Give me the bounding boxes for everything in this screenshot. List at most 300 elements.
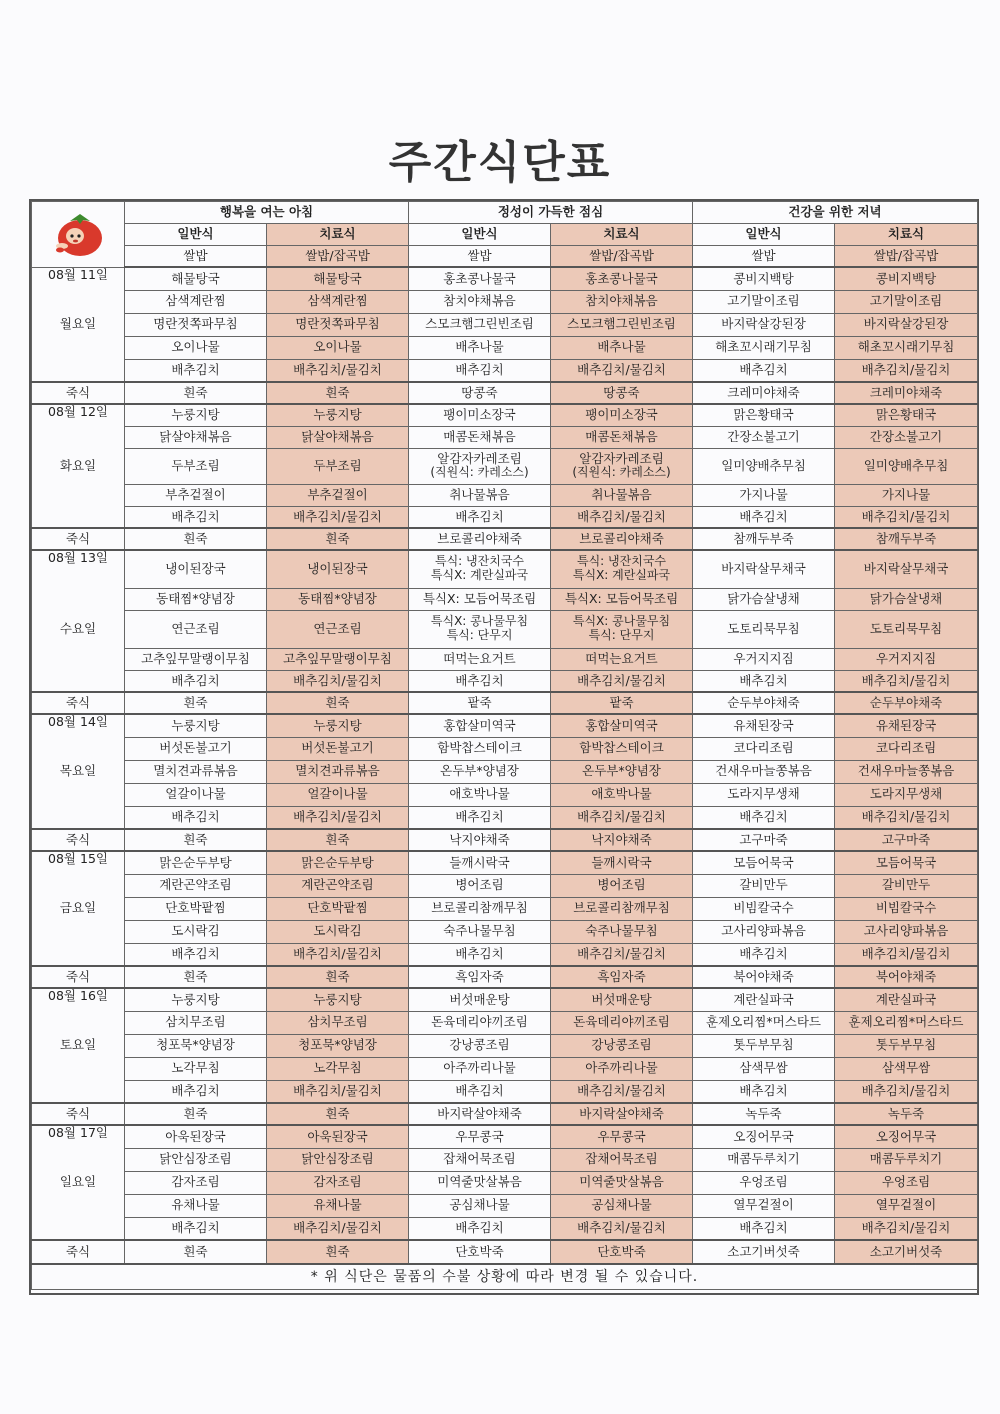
menu-item-cell: 고추잎무말랭이무침 xyxy=(267,648,409,670)
menu-item-cell: 버섯돈불고기 xyxy=(267,737,409,760)
menu-item-cell: 배추김치/물김치 xyxy=(551,943,693,966)
menu-item-cell: 누룽지탕 xyxy=(267,988,409,1011)
menu-item-cell: 버섯매운탕 xyxy=(409,988,551,1011)
menu-item-cell: 맑은황태국 xyxy=(835,404,978,426)
day-label-cell xyxy=(32,1194,125,1217)
menu-item-cell: 닭살야채볶음 xyxy=(125,426,267,448)
menu-item-cell: 동태찜*양념장 xyxy=(125,588,267,610)
menu-item-cell: 도토리묵무침 xyxy=(835,610,978,648)
menu-item-cell: 스모크햄그린빈조림 xyxy=(551,313,693,336)
porridge-cell: 흰죽 xyxy=(267,692,409,714)
menu-item-cell: 브로콜리참깨무침 xyxy=(551,897,693,920)
menu-item-cell: 계란곤약조림 xyxy=(267,874,409,897)
type-general: 일반식 xyxy=(693,224,835,246)
porridge-cell: 흰죽 xyxy=(267,1240,409,1264)
menu-item-cell: 닭안심장조림 xyxy=(125,1148,267,1171)
menu-item-cell: 배추김치 xyxy=(409,670,551,692)
menu-item-cell: 우무콩국 xyxy=(551,1125,693,1148)
menu-item-cell: 배추김치/물김치 xyxy=(835,670,978,692)
porridge-cell: 참깨두부죽 xyxy=(693,528,835,550)
menu-item-cell: 온두부*양념장 xyxy=(409,760,551,783)
day-label-cell xyxy=(32,737,125,760)
porridge-label: 죽식 xyxy=(32,692,125,714)
menu-item-cell: 떠먹는요거트 xyxy=(409,648,551,670)
menu-item-cell: 배추김치/물김치 xyxy=(835,1080,978,1103)
menu-item-cell: 취나물볶음 xyxy=(409,484,551,506)
menu-item-cell: 닭가슴살냉채 xyxy=(835,588,978,610)
menu-item-cell: 배추김치 xyxy=(693,943,835,966)
porridge-cell: 흰죽 xyxy=(267,966,409,988)
menu-item-cell: 일미양배추무침 xyxy=(693,448,835,484)
rice-cell: 쌀밥/잡곡밥 xyxy=(835,246,978,268)
porridge-label: 죽식 xyxy=(32,829,125,851)
menu-item-cell: 함박찹스테이크 xyxy=(409,737,551,760)
menu-item-cell: 삼색계란찜 xyxy=(267,290,409,313)
menu-item-cell: 홍합살미역국 xyxy=(551,714,693,737)
rice-cell: 쌀밥/잡곡밥 xyxy=(551,246,693,268)
menu-item-note: (직원식: 카레소스) xyxy=(430,465,529,480)
menu-item-cell: 유채된장국 xyxy=(835,714,978,737)
menu-item-cell: 배추김치/물김치 xyxy=(267,806,409,829)
day-label-cell xyxy=(32,426,125,448)
menu-item-cell: 갈비만두 xyxy=(693,874,835,897)
menu-item-cell: 고추잎무말랭이무침 xyxy=(125,648,267,670)
menu-item-cell: 병어조림 xyxy=(551,874,693,897)
menu-item-cell: 배추김치/물김치 xyxy=(267,670,409,692)
menu-item-cell: 콩비지백탕 xyxy=(835,267,978,290)
menu-item-line: 특식: 단무지 xyxy=(446,628,513,642)
menu-item-cell: 배추김치 xyxy=(409,506,551,528)
rice-cell: 쌀밥/잡곡밥 xyxy=(267,246,409,268)
menu-item-cell: 배추김치 xyxy=(693,806,835,829)
menu-item-cell: 해물탕국 xyxy=(267,267,409,290)
porridge-cell: 흰죽 xyxy=(267,528,409,550)
menu-item-cell: 배추김치/물김치 xyxy=(267,943,409,966)
menu-item-cell: 들깨시락국 xyxy=(409,851,551,874)
porridge-cell: 흰죽 xyxy=(125,829,267,851)
menu-item-cell: 홍합살미역국 xyxy=(409,714,551,737)
menu-item-cell: 건새우마늘쫑볶음 xyxy=(835,760,978,783)
type-therapy: 치료식 xyxy=(267,224,409,246)
day-weekday: 수요일 xyxy=(32,610,125,648)
menu-item-cell: 청포묵*양념장 xyxy=(125,1034,267,1057)
day-weekday: 토요일 xyxy=(32,1034,125,1057)
menu-item-cell: 참치야채볶음 xyxy=(409,290,551,313)
menu-item-cell: 홍초콩나물국 xyxy=(551,267,693,290)
menu-item-cell: 바지락살무채국 xyxy=(835,550,978,588)
menu-item-cell: 동태찜*양념장 xyxy=(267,588,409,610)
menu-item-cell: 고사리양파볶음 xyxy=(693,920,835,943)
porridge-cell: 북어야채죽 xyxy=(693,966,835,988)
menu-item-cell xyxy=(551,448,693,484)
menu-item-cell: 특식X: 모듬어묵조림 xyxy=(409,588,551,610)
day-date: 08월 14일 xyxy=(32,714,125,737)
menu-item-cell: 오징어무국 xyxy=(835,1125,978,1148)
porridge-cell: 크레미야채죽 xyxy=(835,382,978,404)
menu-item-cell: 누룽지탕 xyxy=(125,404,267,426)
porridge-cell: 바지락살야채죽 xyxy=(551,1103,693,1125)
menu-item-cell: 배추김치 xyxy=(125,359,267,382)
porridge-cell: 단호박죽 xyxy=(551,1240,693,1264)
menu-item-cell: 톳두부무침 xyxy=(835,1034,978,1057)
menu-item-cell: 단호박팥찜 xyxy=(125,897,267,920)
menu-item-cell: 배추김치 xyxy=(409,806,551,829)
menu-item-cell: 숙주나물무침 xyxy=(409,920,551,943)
menu-item-cell: 모듬어묵국 xyxy=(693,851,835,874)
menu-item-cell: 도시락김 xyxy=(267,920,409,943)
menu-item-cell: 도라지무생채 xyxy=(835,783,978,806)
menu-item-cell: 연근조림 xyxy=(267,610,409,648)
menu-item-cell: 해물탕국 xyxy=(125,267,267,290)
menu-item-cell: 참치야채볶음 xyxy=(551,290,693,313)
porridge-label: 죽식 xyxy=(32,966,125,988)
menu-item-cell: 배추김치/물김치 xyxy=(835,1217,978,1240)
menu-item-cell: 배추김치/물김치 xyxy=(835,359,978,382)
menu-item-cell: 연근조림 xyxy=(125,610,267,648)
day-label-cell xyxy=(32,484,125,506)
menu-item-cell: 두부조림 xyxy=(267,448,409,484)
day-label-cell xyxy=(32,1080,125,1103)
day-label-cell xyxy=(32,359,125,382)
type-general: 일반식 xyxy=(409,224,551,246)
porridge-cell: 녹두죽 xyxy=(835,1103,978,1125)
menu-item-cell: 닭안심장조림 xyxy=(267,1148,409,1171)
menu-item-cell: 취나물볶음 xyxy=(551,484,693,506)
menu-item-cell: 유채나물 xyxy=(125,1194,267,1217)
menu-item-cell: 배추김치/물김치 xyxy=(267,359,409,382)
menu-item-cell: 가지나물 xyxy=(835,484,978,506)
menu-item-cell: 비빔칼국수 xyxy=(835,897,978,920)
menu-item-cell: 병어조림 xyxy=(409,874,551,897)
porridge-cell: 소고기버섯죽 xyxy=(835,1240,978,1264)
menu-item-cell: 배추김치 xyxy=(125,943,267,966)
menu-item-cell: 배추김치 xyxy=(125,506,267,528)
menu-item-cell: 일미양배추무침 xyxy=(835,448,978,484)
porridge-cell: 흰죽 xyxy=(125,1103,267,1125)
menu-item-cell: 삼색무쌈 xyxy=(693,1057,835,1080)
menu-item-cell: 가지나물 xyxy=(693,484,835,506)
menu-item-line: 알감자카레조림 xyxy=(437,450,522,466)
menu-item-cell: 함박찹스테이크 xyxy=(551,737,693,760)
menu-item-cell: 강낭콩조림 xyxy=(409,1034,551,1057)
menu-item-cell: 배추김치 xyxy=(693,1080,835,1103)
menu-item-cell: 잡채어묵조림 xyxy=(409,1148,551,1171)
day-date: 08월 17일 xyxy=(32,1125,125,1148)
menu-item-cell: 계란실파국 xyxy=(693,988,835,1011)
day-label-cell xyxy=(32,670,125,692)
type-therapy: 치료식 xyxy=(835,224,978,246)
menu-item-cell: 삼색계란찜 xyxy=(125,290,267,313)
day-label-cell xyxy=(32,1217,125,1240)
menu-item-cell: 훈제오리찜*머스타드 xyxy=(693,1011,835,1034)
menu-item-cell: 누룽지탕 xyxy=(267,714,409,737)
porridge-cell: 순두부야채죽 xyxy=(693,692,835,714)
menu-item-cell: 애호박나물 xyxy=(551,783,693,806)
menu-item-cell: 배추김치 xyxy=(409,1217,551,1240)
menu-item-cell: 배추김치 xyxy=(409,359,551,382)
menu-item-cell: 우엉조림 xyxy=(835,1171,978,1194)
menu-item-cell: 배추김치/물김치 xyxy=(551,670,693,692)
menu-item-cell: 팽이미소장국 xyxy=(409,404,551,426)
menu-item-cell: 버섯매운탕 xyxy=(551,988,693,1011)
menu-item-line: 특식X: 계란실파국 xyxy=(572,568,671,583)
menu-item-cell: 코다리조림 xyxy=(835,737,978,760)
menu-item-cell: 배추김치/물김치 xyxy=(267,506,409,528)
menu-item-cell: 건새우마늘쫑볶음 xyxy=(693,760,835,783)
menu-item-cell: 부추겉절이 xyxy=(267,484,409,506)
menu-item-cell: 계란곤약조림 xyxy=(125,874,267,897)
day-label-cell xyxy=(32,336,125,359)
menu-item-cell: 두부조림 xyxy=(125,448,267,484)
menu-item-cell xyxy=(551,550,693,588)
menu-item-cell: 배추김치/물김치 xyxy=(267,1217,409,1240)
day-weekday: 일요일 xyxy=(32,1171,125,1194)
menu-item-cell: 삼치무조림 xyxy=(267,1011,409,1034)
porridge-cell: 고구마죽 xyxy=(693,829,835,851)
menu-item-cell: 들깨시락국 xyxy=(551,851,693,874)
menu-item-cell: 유채나물 xyxy=(267,1194,409,1217)
menu-item-cell: 배추김치/물김치 xyxy=(835,943,978,966)
menu-item-cell: 바지락살무채국 xyxy=(693,550,835,588)
porridge-cell: 흰죽 xyxy=(125,692,267,714)
menu-item-cell: 감자조림 xyxy=(267,1171,409,1194)
menu-item-cell: 우무콩국 xyxy=(409,1125,551,1148)
menu-item-cell: 간장소불고기 xyxy=(693,426,835,448)
porridge-cell: 흰죽 xyxy=(125,1240,267,1264)
type-therapy: 치료식 xyxy=(551,224,693,246)
menu-item-cell: 삼색무쌈 xyxy=(835,1057,978,1080)
menu-item-cell: 우거지지짐 xyxy=(835,648,978,670)
menu-item-note: (직원식: 카레소스) xyxy=(572,465,671,480)
day-label-cell xyxy=(32,920,125,943)
menu-item-cell: 열무겉절이 xyxy=(835,1194,978,1217)
menu-item-cell: 계란실파국 xyxy=(835,988,978,1011)
menu-item-cell: 모듬어묵국 xyxy=(835,851,978,874)
menu-item-cell xyxy=(409,610,551,648)
menu-item-cell: 배추김치 xyxy=(125,1080,267,1103)
menu-item-cell: 감자조림 xyxy=(125,1171,267,1194)
menu-item-cell: 배추김치/물김치 xyxy=(835,806,978,829)
menu-item-cell: 브로콜리참깨무침 xyxy=(409,897,551,920)
porridge-cell: 흰죽 xyxy=(267,829,409,851)
menu-item-cell: 배추김치 xyxy=(409,943,551,966)
menu-item-cell: 배추김치 xyxy=(693,670,835,692)
menu-item-line: 특식: 단무지 xyxy=(588,628,655,642)
menu-item-cell xyxy=(409,448,551,484)
menu-item-line: 특식: 냉잔치국수 xyxy=(435,554,525,569)
menu-item-cell: 돈육데리야끼조림 xyxy=(551,1011,693,1034)
porridge-cell: 북어야채죽 xyxy=(835,966,978,988)
menu-item-cell: 떠먹는요거트 xyxy=(551,648,693,670)
menu-item-cell: 누룽지탕 xyxy=(125,988,267,1011)
menu-item-cell: 해초꼬시래기무침 xyxy=(693,336,835,359)
menu-item-cell: 아주까리나물 xyxy=(409,1057,551,1080)
menu-item-cell: 미역줄맛살볶음 xyxy=(409,1171,551,1194)
menu-item-cell: 냉이된장국 xyxy=(267,550,409,588)
menu-item-cell: 멸치견과류볶음 xyxy=(125,760,267,783)
menu-item-cell: 냉이된장국 xyxy=(125,550,267,588)
menu-item-cell: 매콤두루치기 xyxy=(693,1148,835,1171)
menu-item-cell: 부추겉절이 xyxy=(125,484,267,506)
menu-item-cell: 특식X: 모듬어묵조림 xyxy=(551,588,693,610)
menu-item-cell: 코다리조림 xyxy=(693,737,835,760)
menu-item-cell: 숙주나물무침 xyxy=(551,920,693,943)
menu-item-cell: 배추김치 xyxy=(125,670,267,692)
menu-item-cell: 맑은순두부탕 xyxy=(267,851,409,874)
menu-item-cell xyxy=(409,550,551,588)
porridge-label: 죽식 xyxy=(32,1240,125,1264)
menu-item-cell: 갈비만두 xyxy=(835,874,978,897)
rice-cell: 쌀밥 xyxy=(125,246,267,268)
menu-item-cell: 아주까리나물 xyxy=(551,1057,693,1080)
menu-item-cell: 배추김치 xyxy=(693,1217,835,1240)
porridge-cell: 단호박죽 xyxy=(409,1240,551,1264)
porridge-cell: 낙지야채죽 xyxy=(551,829,693,851)
menu-item-cell: 배추김치/물김치 xyxy=(551,1080,693,1103)
menu-item-cell: 오이나물 xyxy=(125,336,267,359)
porridge-cell: 흑임자죽 xyxy=(409,966,551,988)
menu-item-cell: 훈제오리찜*머스타드 xyxy=(835,1011,978,1034)
day-label-cell xyxy=(32,1057,125,1080)
menu-item-cell: 공심채나물 xyxy=(409,1194,551,1217)
menu-item-cell: 톳두부무침 xyxy=(693,1034,835,1057)
porridge-cell: 낙지야채죽 xyxy=(409,829,551,851)
menu-item-cell: 노각무침 xyxy=(125,1057,267,1080)
menu-item-cell: 멸치견과류볶음 xyxy=(267,760,409,783)
menu-item-cell: 아욱된장국 xyxy=(267,1125,409,1148)
menu-item-cell: 배추김치/물김치 xyxy=(551,506,693,528)
menu-item-cell: 명란젓쪽파무침 xyxy=(267,313,409,336)
day-label-cell xyxy=(32,588,125,610)
rice-cell: 쌀밥 xyxy=(693,246,835,268)
porridge-cell: 브로콜리야채죽 xyxy=(409,528,551,550)
menu-item-cell: 고기말이조림 xyxy=(693,290,835,313)
menu-item-cell: 콩비지백탕 xyxy=(693,267,835,290)
menu-item-cell: 배추김치 xyxy=(693,359,835,382)
menu-item-cell: 고사리양파볶음 xyxy=(835,920,978,943)
day-label-cell xyxy=(32,783,125,806)
menu-item-cell: 애호박나물 xyxy=(409,783,551,806)
menu-item-cell: 배추김치 xyxy=(125,806,267,829)
menu-item-cell: 매콤돈채볶음 xyxy=(409,426,551,448)
menu-item-cell: 배추나물 xyxy=(409,336,551,359)
menu-item-cell: 닭가슴살냉채 xyxy=(693,588,835,610)
rice-cell: 쌀밥 xyxy=(409,246,551,268)
menu-item-cell: 명란젓쪽파무침 xyxy=(125,313,267,336)
porridge-cell: 흰죽 xyxy=(125,966,267,988)
menu-item-cell: 배추나물 xyxy=(551,336,693,359)
menu-item-cell: 노각무침 xyxy=(267,1057,409,1080)
menu-item-cell: 해초꼬시래기무침 xyxy=(835,336,978,359)
menu-item-cell: 배추김치 xyxy=(693,506,835,528)
menu-item-cell: 배추김치/물김치 xyxy=(551,806,693,829)
menu-item-cell: 온두부*양념장 xyxy=(551,760,693,783)
menu-item-cell: 아욱된장국 xyxy=(125,1125,267,1148)
day-label-cell xyxy=(32,874,125,897)
menu-item-cell: 팽이미소장국 xyxy=(551,404,693,426)
menu-item-cell: 배추김치/물김치 xyxy=(551,359,693,382)
porridge-cell: 흰죽 xyxy=(267,1103,409,1125)
menu-item-cell: 맑은순두부탕 xyxy=(125,851,267,874)
menu-item-cell: 오징어무국 xyxy=(693,1125,835,1148)
porridge-cell: 크레미야채죽 xyxy=(693,382,835,404)
menu-item-cell: 간장소불고기 xyxy=(835,426,978,448)
menu-item-cell: 스모크햄그린빈조림 xyxy=(409,313,551,336)
menu-item-cell: 고기말이조림 xyxy=(835,290,978,313)
menu-item-cell: 배추김치 xyxy=(409,1080,551,1103)
menu-item-cell: 삼치무조림 xyxy=(125,1011,267,1034)
menu-item-cell: 배추김치/물김치 xyxy=(551,1217,693,1240)
menu-item-cell: 바지락살강된장 xyxy=(835,313,978,336)
porridge-cell: 고구마죽 xyxy=(835,829,978,851)
porridge-cell: 참깨두부죽 xyxy=(835,528,978,550)
menu-item-line: 특식X: 콩나물무침 xyxy=(430,614,529,629)
menu-item-cell: 비빔칼국수 xyxy=(693,897,835,920)
day-date: 08월 11일 xyxy=(32,267,125,290)
menu-item-cell: 누룽지탕 xyxy=(125,714,267,737)
day-weekday: 화요일 xyxy=(32,448,125,484)
menu-item-cell: 미역줄맛살볶음 xyxy=(551,1171,693,1194)
porridge-cell: 흰죽 xyxy=(125,528,267,550)
menu-item-cell: 단호박팥찜 xyxy=(267,897,409,920)
menu-item-line: 특식X: 계란실파국 xyxy=(430,568,529,583)
menu-item-cell: 도토리묵무침 xyxy=(693,610,835,648)
day-weekday: 금요일 xyxy=(32,897,125,920)
porridge-cell: 순두부야채죽 xyxy=(835,692,978,714)
footer-note: * 위 식단은 물품의 수불 상황에 따라 변경 될 수 있습니다. xyxy=(32,1264,978,1290)
section-dinner: 건강을 위한 저녁 xyxy=(693,202,978,224)
menu-item-cell: 배추김치/물김치 xyxy=(267,1080,409,1103)
porridge-cell: 팥죽 xyxy=(551,692,693,714)
porridge-label: 죽식 xyxy=(32,382,125,404)
menu-item-cell: 매콤두루치기 xyxy=(835,1148,978,1171)
menu-item-cell: 얼갈이나물 xyxy=(125,783,267,806)
page-title: 주간식단표 xyxy=(388,137,612,188)
porridge-cell: 브로콜리야채죽 xyxy=(551,528,693,550)
day-label-cell xyxy=(32,506,125,528)
day-label-cell xyxy=(32,648,125,670)
menu-item-cell: 얼갈이나물 xyxy=(267,783,409,806)
day-label-cell xyxy=(32,1011,125,1034)
section-breakfast: 행복을 여는 아침 xyxy=(125,202,409,224)
menu-item-cell: 도시락김 xyxy=(125,920,267,943)
menu-item-cell: 배추김치/물김치 xyxy=(835,506,978,528)
menu-item-cell: 돈육데리야끼조림 xyxy=(409,1011,551,1034)
porridge-cell: 흰죽 xyxy=(267,382,409,404)
day-date: 08월 13일 xyxy=(32,550,125,588)
day-date: 08월 12일 xyxy=(32,404,125,426)
type-general: 일반식 xyxy=(125,224,267,246)
menu-item-cell: 맑은황태국 xyxy=(693,404,835,426)
menu-item-cell: 닭살야채볶음 xyxy=(267,426,409,448)
menu-item-cell: 열무겉절이 xyxy=(693,1194,835,1217)
day-label-cell xyxy=(32,943,125,966)
menu-item-cell: 강낭콩조림 xyxy=(551,1034,693,1057)
logo-cell xyxy=(32,202,125,268)
menu-item-cell: 배추김치 xyxy=(125,1217,267,1240)
porridge-cell: 소고기버섯죽 xyxy=(693,1240,835,1264)
day-label-cell xyxy=(32,290,125,313)
menu-item-cell: 잡채어묵조림 xyxy=(551,1148,693,1171)
porridge-label: 죽식 xyxy=(32,1103,125,1125)
menu-item-cell: 유채된장국 xyxy=(693,714,835,737)
porridge-cell: 땅콩죽 xyxy=(551,382,693,404)
menu-item-cell xyxy=(551,610,693,648)
menu-item-cell: 공심채나물 xyxy=(551,1194,693,1217)
porridge-cell: 땅콩죽 xyxy=(409,382,551,404)
menu-item-cell: 오이나물 xyxy=(267,336,409,359)
day-label-cell xyxy=(32,806,125,829)
